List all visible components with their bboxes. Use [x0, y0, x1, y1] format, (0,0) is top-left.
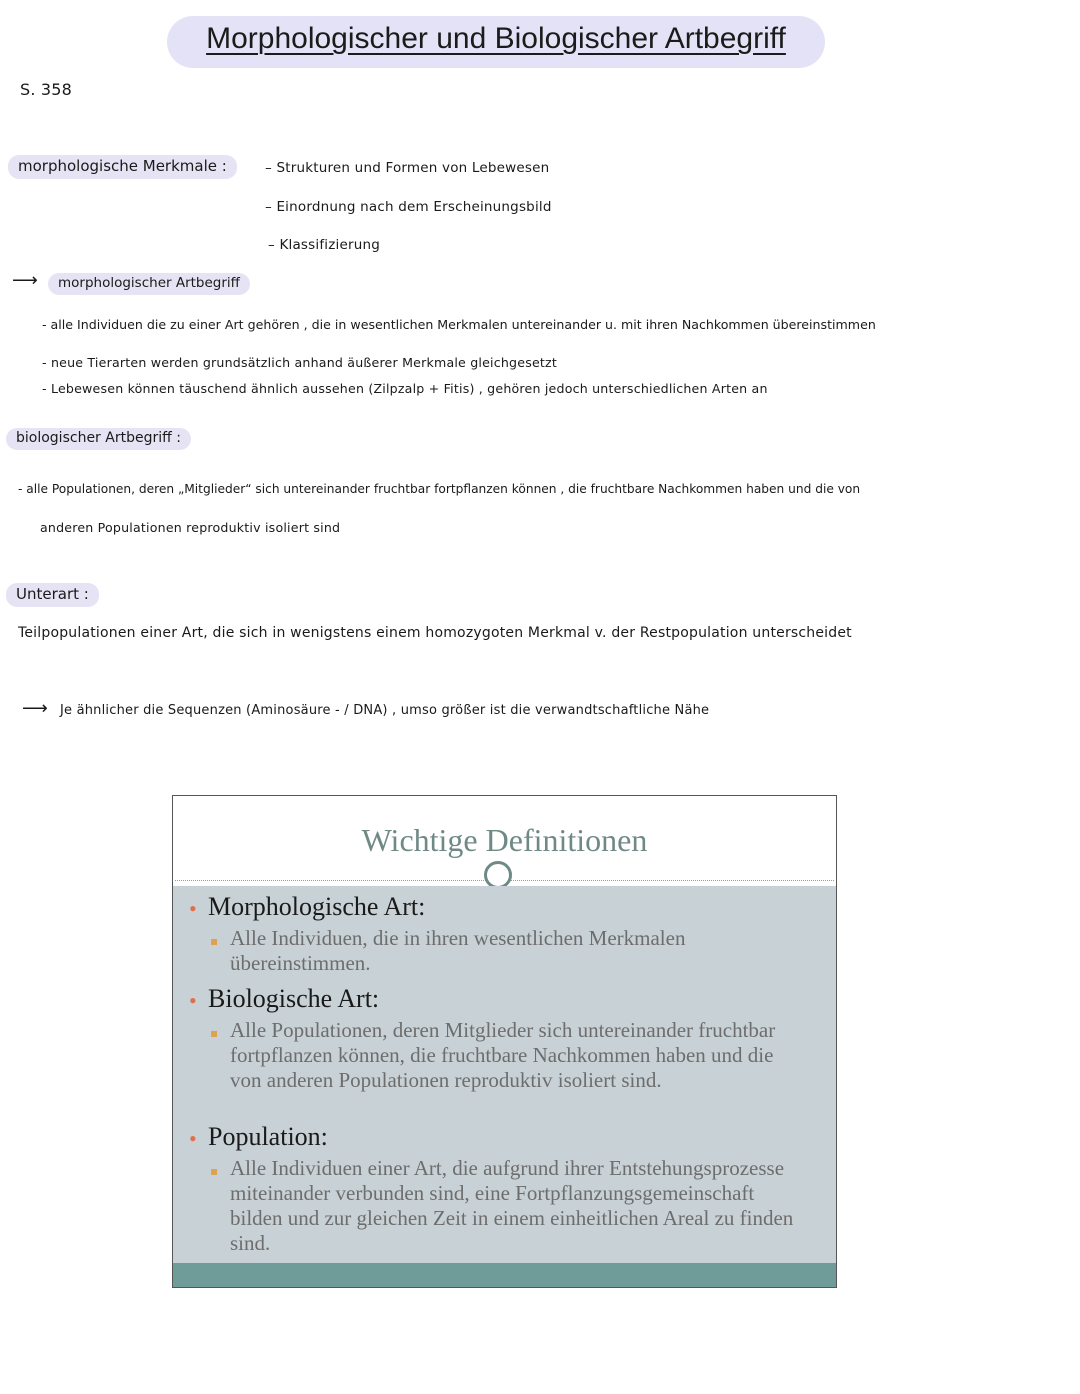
slide-text-population: Alle Individuen einer Art, die aufgrund ihrer Entstehungsprozesse miteinander verbunden sind, eine Fortpflanzungsgemeinschaft bilden und zur gleichen Zeit in einem einheitlichen Areal zu finden sind. [230, 1156, 794, 1255]
morph-features-label: morphologische Merkmale : [8, 155, 237, 179]
definitions-slide [172, 795, 837, 1288]
bullet-icon: • [189, 896, 197, 921]
circle-ornament-icon [484, 861, 512, 889]
slide-footer-bar [173, 1263, 836, 1287]
slide-heading-morphological: Morphologische Art: [208, 892, 426, 921]
slide-title: Wichtige Definitionen [361, 822, 648, 858]
morph-concept-label: morphologischer Artbegriff [48, 273, 250, 295]
arrow-right-icon: ⟶ [12, 270, 38, 291]
morph-concept-line-1: - alle Individuen die zu einer Art gehören , die in wesentlichen Merkmalen untereinander u. mit ihren Nachkommen übereinstimmen [42, 317, 876, 332]
slide-heading-biological: Biologische Art: [208, 984, 380, 1013]
slide-body [173, 886, 836, 1263]
slide-text-morphological: Alle Individuen, die in ihren wesentlichen Merkmalen übereinstimmen. [230, 926, 686, 975]
sub-bullet-icon: ▪ [210, 1026, 219, 1040]
bio-concept-line-2: anderen Populationen reproduktiv isoliert sind [40, 520, 341, 535]
conclusion-text: Je ähnlicher die Sequenzen (Aminosäure - / DNA) , umso größer ist die verwandtschaftliche Nähe [60, 703, 710, 718]
morph-concept-line-3: - Lebewesen können täuschend ähnlich aussehen (Zilpzalp + Fitis) , gehören jedoch unterschiedlichen Arten an [42, 381, 768, 396]
morph-feature-item-2: – Einordnung nach dem Erscheinungsbild [265, 199, 552, 215]
slide-heading-population: Population: [208, 1122, 328, 1151]
bullet-icon: • [189, 1126, 197, 1151]
slide-text-biological: Alle Populationen, deren Mitglieder sich untereinander fruchtbar fortpflanzen können, die fruchtbare Nachkommen haben und die von anderen Populationen reproduktiv isoliert sind. [230, 1018, 776, 1092]
page-reference: S. 358 [20, 80, 73, 99]
arrow-right-icon-2: ⟶ [22, 698, 48, 719]
subspecies-definition: Teilpopulationen einer Art, die sich in wenigstens einem homozygoten Merkmal v. der Restpopulation unterscheidet [18, 625, 852, 641]
morph-feature-item-1: – Strukturen und Formen von Lebewesen [265, 160, 550, 176]
morph-feature-item-3: – Klassifizierung [268, 237, 381, 253]
bullet-icon: • [189, 988, 197, 1013]
sub-bullet-icon: ▪ [210, 934, 219, 948]
morph-concept-line-2: - neue Tierarten werden grundsätzlich anhand äußerer Merkmale gleichgesetzt [42, 355, 557, 370]
sub-bullet-icon: ▪ [210, 1164, 219, 1178]
slide-header [173, 796, 836, 884]
bio-concept-label: biologischer Artbegriff : [6, 428, 191, 450]
page-title: Morphologischer und Biologischer Artbegriff [206, 22, 786, 55]
bio-concept-line-1: - alle Populationen, deren „Mitglieder“ sich untereinander fruchtbar fortpflanzen können , die fruchtbare Nachkommen haben und die von [18, 482, 861, 496]
subspecies-label: Unterart : [6, 583, 99, 607]
